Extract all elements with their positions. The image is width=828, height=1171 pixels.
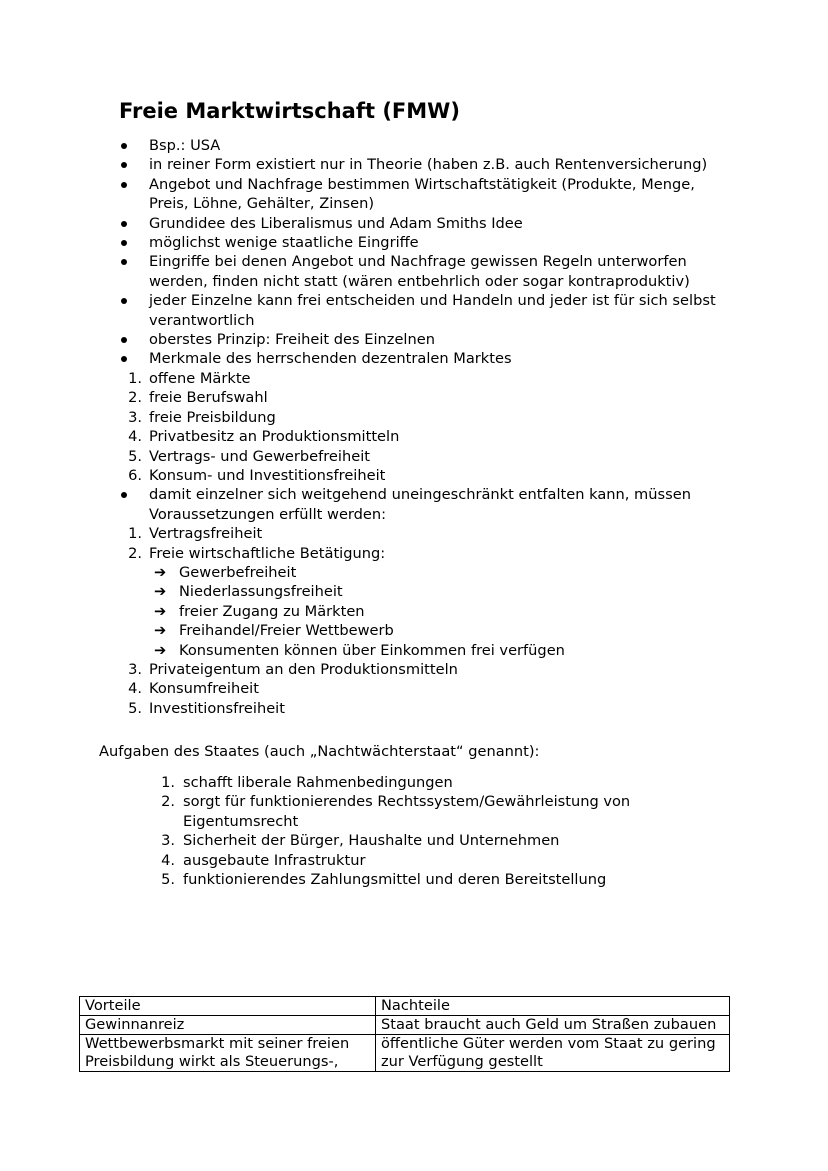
list-item <box>128 679 729 698</box>
list-item-text: Merkmale des herrschenden dezentralen Marktes <box>149 350 512 368</box>
aufgaben-heading: Aufgaben des Staates (auch „Nachtwächterstaat“ genannt): <box>99 743 540 760</box>
list-item-text: freie Preisbildung <box>149 408 276 426</box>
item-number: 5. <box>128 447 142 465</box>
list-item <box>128 408 729 427</box>
list-item-text: sorgt für funktionierendes Rechtssystem/Gewährleistung von Eigentumsrecht <box>183 793 631 830</box>
list-item <box>128 369 729 388</box>
table-cell: Gewinnanreiz <box>80 1016 376 1035</box>
item-number: 1. <box>128 369 142 387</box>
table-cell: öffentliche Güter werden vom Staat zu gering zur Verfügung gestellt <box>376 1035 730 1072</box>
list-item <box>128 388 729 407</box>
pros-cons-table <box>79 996 730 1072</box>
arrow-right-icon: ➔ <box>154 641 167 659</box>
bullet-icon <box>121 240 127 246</box>
arrow-right-icon: ➔ <box>154 583 167 601</box>
table-row <box>80 1016 730 1035</box>
list-item <box>0 214 729 233</box>
list-item-text: Vertragsfreiheit <box>149 525 263 543</box>
list-item-text: Grundidee des Liberalismus und Adam Smiths Idee <box>149 214 523 232</box>
bullet-icon <box>121 182 127 188</box>
list-item <box>128 699 729 718</box>
list-item-text: Niederlassungsfreiheit <box>179 583 343 601</box>
list-item-text: Konsumenten können über Einkommen frei verfügen <box>179 641 565 659</box>
list-item <box>0 252 729 291</box>
item-number: 3. <box>161 832 175 850</box>
list-item <box>0 330 729 349</box>
list-item <box>149 641 729 660</box>
list-item <box>0 136 729 155</box>
page-title: Freie Marktwirtschaft (FMW) <box>119 99 460 123</box>
merkmale-list <box>128 369 729 485</box>
item-number: 1. <box>128 525 142 543</box>
list-item-text: damit einzelner sich weitgehend uneingeschränkt entfalten kann, müssen Voraussetzungen erfüllt werden: <box>149 486 691 523</box>
list-item-text: möglichst wenige staatliche Eingriffe <box>149 234 419 252</box>
list-item <box>128 544 729 660</box>
item-number: 4. <box>161 851 175 869</box>
list-item <box>0 349 729 485</box>
aufgaben-list <box>161 773 743 889</box>
list-item <box>149 563 729 582</box>
table-header-row <box>80 997 730 1016</box>
list-item <box>128 466 729 485</box>
list-item-text: schafft liberale Rahmenbedingungen <box>183 774 453 791</box>
list-item <box>149 582 729 601</box>
list-item-text: Investitionsfreiheit <box>149 699 285 717</box>
list-item-text: freie Berufswahl <box>149 389 268 407</box>
list-item-text: Vertrags- und Gewerbefreiheit <box>149 447 370 465</box>
arrow-right-icon: ➔ <box>154 563 167 581</box>
item-number: 3. <box>128 408 142 426</box>
list-item-text: Bsp.: USA <box>149 137 221 154</box>
list-item <box>161 792 743 831</box>
list-item <box>161 773 743 792</box>
list-item <box>161 831 743 850</box>
list-item <box>149 621 729 640</box>
item-number: 6. <box>128 466 142 484</box>
list-item <box>149 602 729 621</box>
bullet-icon <box>121 221 127 227</box>
item-number: 5. <box>161 871 175 889</box>
column-header-vorteile: Vorteile <box>80 997 376 1016</box>
list-item <box>0 291 729 330</box>
list-item-text: ausgebaute Infrastruktur <box>183 851 366 869</box>
list-item-text: Privatbesitz an Produktionsmitteln <box>149 428 400 446</box>
bullet-icon <box>121 259 127 265</box>
item-number: 2. <box>161 793 175 811</box>
list-item-text: in reiner Form existiert nur in Theorie (haben z.B. auch Rentenversicherung) <box>149 156 708 174</box>
list-item <box>0 175 729 214</box>
bullet-icon <box>121 298 127 304</box>
bullet-icon <box>121 492 127 498</box>
item-number: 5. <box>128 699 142 717</box>
bullet-list <box>0 136 828 718</box>
item-number: 1. <box>161 774 175 791</box>
list-item <box>128 660 729 679</box>
list-item-text: Eingriffe bei denen Angebot und Nachfrage gewissen Regeln unterworfen werden, finden nicht statt (wären entbehrlich oder sogar kontraproduktiv) <box>149 253 690 290</box>
bullet-icon <box>121 162 127 168</box>
list-item-text: funktionierendes Zahlungsmittel und deren Bereitstellung <box>183 871 607 889</box>
list-item <box>161 851 743 870</box>
list-item-text: freier Zugang zu Märkten <box>179 602 365 620</box>
table-row <box>80 1035 730 1072</box>
betaetigung-list <box>149 563 729 660</box>
arrow-right-icon: ➔ <box>154 602 167 620</box>
column-header-nachteile: Nachteile <box>376 997 730 1016</box>
item-number: 3. <box>128 660 142 678</box>
list-item-text: Privateigentum an den Produktionsmitteln <box>149 660 458 678</box>
list-item-text: Konsum- und Investitionsfreiheit <box>149 466 386 484</box>
list-item <box>0 485 729 718</box>
list-item <box>0 155 729 174</box>
item-number: 4. <box>128 680 142 698</box>
list-item <box>161 870 743 889</box>
item-number: 2. <box>128 389 142 407</box>
list-item-text: Freihandel/Freier Wettbewerb <box>179 622 394 640</box>
list-item-text: Freie wirtschaftliche Betätigung: <box>149 544 386 562</box>
table-cell: Wettbewerbsmarkt mit seiner freien Preisbildung wirkt als Steuerungs-, <box>80 1035 376 1072</box>
list-item-text: Sicherheit der Bürger, Haushalte und Unternehmen <box>183 832 560 850</box>
arrow-right-icon: ➔ <box>154 622 167 640</box>
list-item-text: Konsumfreiheit <box>149 680 259 698</box>
item-number: 2. <box>128 544 142 562</box>
bullet-icon <box>121 356 127 362</box>
list-item-text: Angebot und Nachfrage bestimmen Wirtschaftstätigkeit (Produkte, Menge, Preis, Löhne, Gehälter, Zinsen) <box>149 175 695 213</box>
bullet-icon <box>121 337 127 343</box>
list-item <box>0 233 729 252</box>
list-item-text: oberstes Prinzip: Freiheit des Einzelnen <box>149 331 435 349</box>
list-item-text: jeder Einzelne kann frei entscheiden und Handeln und jeder ist für sich selbst verantwortlich <box>149 292 716 329</box>
list-item-text: offene Märkte <box>149 369 251 387</box>
list-item <box>128 427 729 446</box>
list-item <box>128 447 729 466</box>
item-number: 4. <box>128 428 142 446</box>
bullet-icon <box>121 143 127 149</box>
list-item <box>128 524 729 543</box>
voraussetzungen-list <box>128 524 729 718</box>
list-item-text: Gewerbefreiheit <box>179 563 297 581</box>
table-cell: Staat braucht auch Geld um Straßen zubauen <box>376 1016 730 1035</box>
